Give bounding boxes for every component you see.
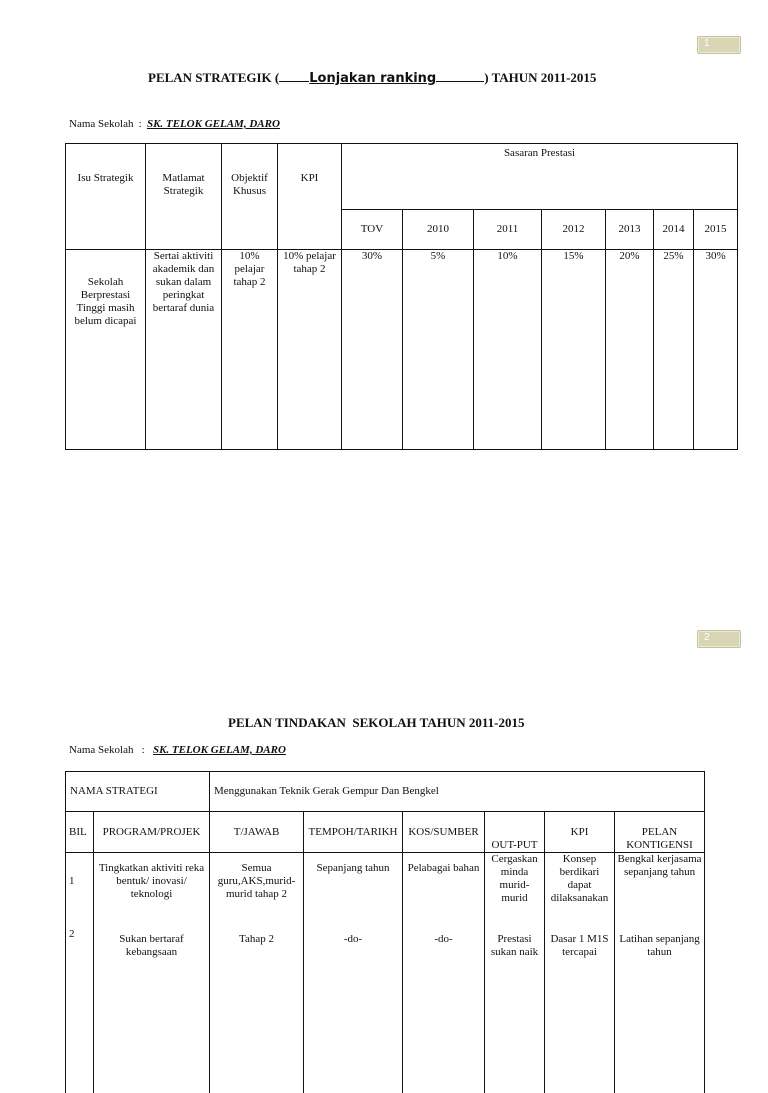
title-blank-left xyxy=(279,71,309,82)
table-row-cell-bil xyxy=(66,853,94,1093)
table-row-cell-program xyxy=(94,853,210,1093)
year-header-2011: 2011 xyxy=(474,210,542,250)
cell-objektif-khusus: 10% pelajar tahap 2 xyxy=(222,250,278,450)
col-header-pelan: PELAN KONTIGENSI xyxy=(615,812,705,853)
page-number-badge-2 xyxy=(697,630,741,648)
row1-tjawab: Semua guru,AKS,murid-murid tahap 2 xyxy=(217,862,296,900)
school-name: SK. TELOK GELAM, DARO xyxy=(146,118,280,130)
cell-target-2014: 25% xyxy=(654,250,694,450)
title-suffix: ) TAHUN 2011-2015 xyxy=(484,70,597,85)
action-plan-title: PELAN TINDAKAN SEKOLAH TAHUN 2011-2015 xyxy=(228,715,525,730)
col-header-tjawab: T/JAWAB xyxy=(210,812,304,853)
strategic-plan-table xyxy=(65,143,738,450)
row2-pelan: Latihan sepanjang tahun xyxy=(619,933,700,958)
school-name-2: SK. TELOK GELAM, DARO xyxy=(152,744,286,756)
col-header-output: OUT-PUT xyxy=(485,812,545,853)
page-number-1: 1 xyxy=(704,38,710,49)
school-label-2: Nama Sekolah xyxy=(69,744,134,756)
row1-program: Tingkatkan aktiviti reka bentuk/ inovasi/ teknologi xyxy=(98,862,205,900)
table-row-cell-pelan xyxy=(615,853,705,1093)
school-line-2 xyxy=(69,744,286,756)
school-label: Nama Sekolah xyxy=(69,118,134,130)
table-row-cell-output xyxy=(485,853,545,1093)
col-header-kpi: KPI xyxy=(545,812,615,853)
cell-isu-strategik: Sekolah Berprestasi Tinggi masih belum dicapai xyxy=(66,250,146,450)
title-blank-right xyxy=(436,71,484,82)
school-separator: : xyxy=(138,118,142,130)
col-header-bil: BIL xyxy=(66,812,94,853)
col-header-tempoh: TEMPOH/TARIKH xyxy=(304,812,403,853)
row2-kos: -do- xyxy=(434,933,453,945)
year-header-2010: 2010 xyxy=(403,210,474,250)
row2-bil: 2 xyxy=(69,928,75,940)
row2-kpi: Dasar 1 M1S tercapai xyxy=(550,933,609,958)
year-header-2013: 2013 xyxy=(606,210,654,250)
cell-target-2010: 5% xyxy=(403,250,474,450)
year-header-2014: 2014 xyxy=(654,210,694,250)
title-highlight: Lonjakan ranking xyxy=(309,71,437,86)
cell-target-tov: 30% xyxy=(342,250,403,450)
year-header-2015: 2015 xyxy=(694,210,738,250)
table-row-cell-kpi xyxy=(545,853,615,1093)
col-header-program: PROGRAM/PROJEK xyxy=(94,812,210,853)
cell-matlamat-strategik: Sertai aktiviti akademik dan sukan dalam peringkat bertaraf dunia xyxy=(146,250,222,450)
school-line-1 xyxy=(69,118,280,130)
row1-pelan: Bengkal kerjasama sepanjang tahun xyxy=(617,853,702,878)
header-sasaran-prestasi: Sasaran Prestasi xyxy=(342,144,738,210)
table-row-cell-kos xyxy=(403,853,485,1093)
header-isu-strategik: Isu Strategik xyxy=(66,144,146,250)
table-row-cell-tempoh xyxy=(304,853,403,1093)
col-header-kos: KOS/SUMBER xyxy=(403,812,485,853)
header-objektif-khusus: Objektif Khusus xyxy=(222,144,278,250)
row1-bil: 1 xyxy=(69,875,75,887)
title-prefix: PELAN STRATEGIK ( xyxy=(148,70,280,85)
page-number-badge-1 xyxy=(697,36,741,54)
cell-kpi: 10% pelajar tahap 2 xyxy=(278,250,342,450)
strategic-plan-title xyxy=(148,70,596,86)
row2-tjawab: Tahap 2 xyxy=(239,933,274,945)
page-number-2: 2 xyxy=(704,632,710,643)
cell-target-2015: 30% xyxy=(694,250,738,450)
school-separator-2: : xyxy=(141,744,145,756)
table-row-cell-tjawab xyxy=(210,853,304,1093)
cell-target-2012: 15% xyxy=(542,250,606,450)
strategy-value: Menggunakan Teknik Gerak Gempur Dan Bengkel xyxy=(210,772,705,812)
cell-target-2013: 20% xyxy=(606,250,654,450)
row2-output: Prestasi sukan naik xyxy=(490,933,539,958)
row1-kpi: Konsep berdikari dapat dilaksanakan xyxy=(550,853,609,904)
strategy-label: NAMA STRATEGI xyxy=(66,772,210,812)
header-matlamat-strategik: Matlamat Strategik xyxy=(146,144,222,250)
year-header-tov: TOV xyxy=(342,210,403,250)
row1-kos: Pelabagai bahan xyxy=(407,862,480,874)
header-kpi: KPI xyxy=(278,144,342,250)
row1-tempoh: Sepanjang tahun xyxy=(316,862,390,874)
row1-output: Cergaskan minda murid-murid xyxy=(491,853,538,904)
cell-target-2011: 10% xyxy=(474,250,542,450)
year-header-2012: 2012 xyxy=(542,210,606,250)
row2-program: Sukan bertaraf kebangsaan xyxy=(119,933,184,958)
row2-tempoh: -do- xyxy=(343,933,363,945)
action-plan-table xyxy=(65,771,705,1093)
